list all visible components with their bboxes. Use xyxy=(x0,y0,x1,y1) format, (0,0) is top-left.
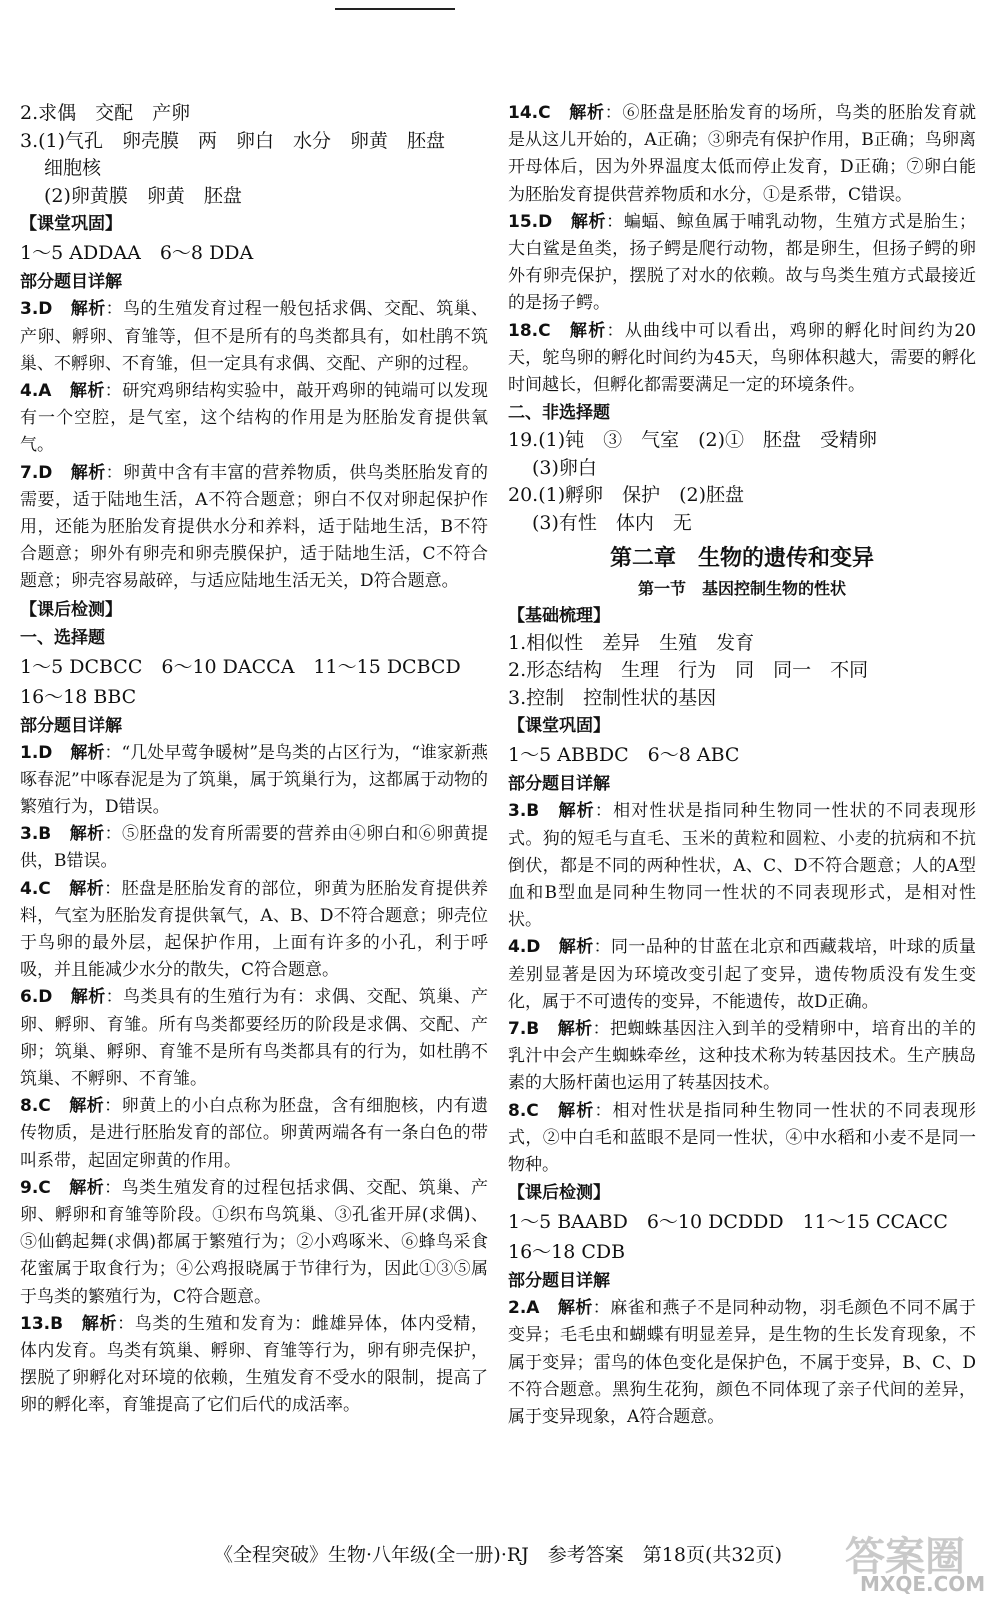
section-heading: 一、选择题 xyxy=(20,627,105,648)
answer-key: 1～5 BAABD 6～10 DCDDD 11～15 CCACC xyxy=(508,1211,948,1234)
analysis-keyword: 解析 xyxy=(557,1019,593,1040)
analysis-keyword: 解析 xyxy=(69,380,105,401)
explanation-item xyxy=(508,318,976,400)
explanation-text: ：⑥胚盘是胚胎发育的场所，鸟类的胚胎发育就是从这儿开始的，A正确；③卵壳有保护作用，B正确；鸟卵离开母体后，因为外界温度太低而停止发育，D正确；⑦卵白能为胚胎发育提供营养物质和水分，①是系带，C错误。 xyxy=(508,103,976,205)
explanation-item xyxy=(508,934,976,1016)
explanation-text: ：麻雀和燕子不是同种动物，羽毛颜色不同不属于变异；毛毛虫和蝴蝶有明显差异，是生物的生长发育现象，不属于变异；雷鸟的体色变化是保护色，不属于变异，B、C、D不符合题意。黑狗生花狗，颜色不同体现了亲子代间的差异，属于变异现象，A符合题意。 xyxy=(508,1298,977,1428)
analysis-keyword: 解析 xyxy=(570,211,607,232)
question-number: 2.A xyxy=(508,1298,540,1319)
explanation-text: ：同一品种的甘蓝在北京和西藏栽培，叶球的质量差别显著是因为环境改变引起了变异，遗传物质没有发生变化，属于不可遗传的变异，不能遗传，故D正确。 xyxy=(508,937,977,1012)
answer-line: (2)卵黄膜 卵黄 胚盘 xyxy=(44,184,242,207)
answer-line: (3)卵白 xyxy=(532,456,597,479)
analysis-keyword: 解析 xyxy=(557,1298,593,1319)
page-footer: 《全程突破》生物·八年级(全一册)·RJ 参考答案 第18页(共32页) xyxy=(213,1544,782,1566)
explanation-item xyxy=(20,1175,488,1311)
right-column xyxy=(508,100,976,1431)
answer-line: 2.形态结构 生理 行为 同 同一 不同 xyxy=(508,659,869,682)
explanation-text: ：胚盘是胚胎发育的部位，卵黄为胚胎发育提供养料，气室为胚胎发育提供氧气，A、B、D不符合题意；卵壳位于鸟卵的最外层，起保护作用，上面有许多的小孔，利于呼吸，并且能减少水分的散失，C符合题意。 xyxy=(20,878,489,981)
question-number: 9.C xyxy=(20,1177,51,1198)
explanation-item xyxy=(508,1016,976,1098)
explanation-text: ：鸟类具有的生殖行为有：求偶、交配、筑巢、产卵、孵卵、育雏。所有鸟类都要经历的阶段是求偶、交配、产卵；筑巢、孵卵、育雏不是所有鸟类都具有的行为，如杜鹃不筑巢、不孵卵、不育雏。 xyxy=(20,987,489,1090)
explanation-text: ：把蜘蛛基因注入到羊的受精卵中，培育出的羊的乳汁中会产生蜘蛛牵丝，这种技术称为转基因技术。生产胰岛素的大肠杆菌也运用了转基因技术。 xyxy=(508,1019,976,1094)
explanation-text: ：卵黄中含有丰富的营养物质，供鸟类胚胎发育的需要，适于陆地生活，A不符合题意；卵白不仅对卵起保护作用，还能为胚胎发育提供水分和养料，适于陆地生活，B不符合题意；卵外有卵壳和卵壳膜保护，适于陆地生活，C不符合题意；卵壳容易敲碎，与适应陆地生活无关，D符合题意。 xyxy=(20,462,489,592)
section-heading: 二、非选择题 xyxy=(508,403,610,424)
question-number: 3.D xyxy=(20,299,53,320)
section-heading: 【课后检测】 xyxy=(20,599,122,620)
analysis-keyword: 解析 xyxy=(68,1096,105,1117)
question-number: 6.D xyxy=(20,987,53,1008)
explanation-text: ：鸟类的生殖和发育为：雌雄异体，体内受精，体内发育。鸟类有筑巢、孵卵、育雏等行为，卵有卵壳保护，摆脱了卵孵化对环境的依赖，生殖发育不受水的限制，提高了卵的孵化率，育雏提高了它们后代的成活率。 xyxy=(20,1313,489,1416)
watermark-logo: 答案圈 xyxy=(845,1534,965,1580)
explanation-item xyxy=(20,1093,488,1175)
section-title: 第一节 基因控制生物的性状 xyxy=(637,578,846,598)
explanation-text: ：蝙蝠、鲸鱼属于哺乳动物，生殖方式是胎生；大白鲨是鱼类，扬子鳄是爬行动物，都是卵生，但扬子鳄的卵外有卵壳保护，摆脱了对水的依赖。故与鸟类生殖方式最接近的是扬子鳄。 xyxy=(508,211,977,314)
section-heading: 【基础梳理】 xyxy=(508,605,610,626)
explanation-item xyxy=(20,984,488,1093)
analysis-keyword: 解析 xyxy=(558,937,594,958)
answer-key: 16～18 CDB xyxy=(508,1241,626,1264)
section-heading: 【课堂巩固】 xyxy=(508,716,610,737)
section-heading: 【课堂巩固】 xyxy=(20,214,122,235)
detail-heading: 部分题目详解 xyxy=(20,715,122,736)
detail-heading: 部分题目详解 xyxy=(508,1271,610,1292)
explanation-text: ：从曲线中可以看出，鸡卵的孵化时间约为20天，鸵鸟卵的孵化时间约为45天，鸟卵体积越大，需要的孵化时间越长，但孵化都需要满足一定的环境条件。 xyxy=(508,320,977,396)
question-number: 15.D xyxy=(508,211,553,232)
left-column xyxy=(20,100,488,1420)
answer-key: 1～5 ADDAA 6～8 DDA xyxy=(20,242,254,265)
explanation-item xyxy=(20,378,488,460)
analysis-keyword: 解析 xyxy=(70,462,106,483)
analysis-keyword: 解析 xyxy=(556,1100,595,1121)
analysis-keyword: 解析 xyxy=(81,1313,118,1334)
top-rule xyxy=(335,8,455,10)
analysis-keyword: 解析 xyxy=(557,801,595,822)
analysis-keyword: 解析 xyxy=(568,320,607,341)
answer-key: 1～5 ABBDC 6～8 ABC xyxy=(508,744,740,767)
explanation-item xyxy=(20,740,488,822)
explanation-text: ：鸟类生殖发育的过程包括求偶、交配、筑巢、产卵、孵卵和育雏等阶段。①织布鸟筑巢、③孔雀开屏(求偶)、⑤仙鹤起舞(求偶)都属于繁殖行为；②小鸡啄米、⑥蜂鸟采食花蜜属于取食行为；④公鸡报晓属于节律行为，因此①③⑤属于鸟类的繁殖行为，C符合题意。 xyxy=(20,1177,489,1307)
section-heading: 【课后检测】 xyxy=(508,1183,610,1204)
explanation-item xyxy=(20,460,488,596)
answer-line: 3.(1)气孔 卵壳膜 两 卵白 水分 卵黄 胚盘 xyxy=(20,129,446,152)
chapter-title: 第二章 生物的遗传和变异 xyxy=(609,545,874,571)
explanation-item xyxy=(20,821,488,875)
question-number: 7.B xyxy=(508,1019,540,1040)
question-number: 13.B xyxy=(20,1313,64,1334)
answer-line: (3)有性 体内 无 xyxy=(532,512,692,535)
watermark-url: MXQE.COM xyxy=(860,1572,986,1596)
explanation-text: ：相对性状是指同种生物同一性状的不同表现形式。狗的短毛与直毛、玉米的黄粒和圆粒、小麦的抗病和不抗倒伏，都是不同的两种性状，A、C、D不符合题意；人的A型血和B型血是同种生物同一性状的不同表现形式，是相对性状。 xyxy=(508,801,977,931)
question-number: 8.C xyxy=(20,1096,51,1117)
explanation-item xyxy=(508,100,976,209)
explanation-item xyxy=(508,209,976,318)
explanation-text: ：⑤胚盘的发育所需要的营养由④卵白和⑥卵黄提供，B错误。 xyxy=(20,824,488,872)
analysis-keyword: 解析 xyxy=(70,742,105,763)
question-number: 1.D xyxy=(20,742,53,763)
question-number: 4.A xyxy=(20,380,52,401)
question-number: 18.C xyxy=(508,320,551,341)
answer-line: 2.求偶 交配 产卵 xyxy=(20,102,191,124)
answer-line: 19.(1)钝 ③ 气室 (2)① 胚盘 受精卵 xyxy=(508,429,878,452)
answer-key: 1～5 DCBCC 6～10 DACCA 11～15 DCBCD xyxy=(20,655,461,678)
explanation-text: ：鸟的生殖发育过程一般包括求偶、交配、筑巢、产卵、孵卵、育雏等，但不是所有的鸟类都具有，如杜鹃不筑巢、不孵卵、不育雏，但一定具有求偶、交配、产卵的过程。 xyxy=(20,299,489,374)
explanation-text: ：卵黄上的小白点称为胚盘，含有细胞核，内有遗传物质，是进行胚胎发育的部位。卵黄两端各有一条白色的带叫系带，起固定卵黄的作用。 xyxy=(20,1096,489,1171)
analysis-keyword: 解析 xyxy=(69,824,105,845)
explanation-item xyxy=(20,296,488,378)
answer-line: 细胞核 xyxy=(44,157,102,180)
detail-heading: 部分题目详解 xyxy=(20,272,122,293)
question-number: 3.B xyxy=(508,801,540,822)
analysis-keyword: 解析 xyxy=(68,1177,105,1198)
question-number: 4.C xyxy=(20,878,51,899)
explanation-text: ：相对性状是指同种生物同一性状的不同表现形式，②中白毛和蓝眼不是同一性状，④中水稻和小麦不是同一物种。 xyxy=(508,1100,977,1176)
answer-line: 3.控制 控制性状的基因 xyxy=(508,686,717,709)
explanation-item xyxy=(508,1098,976,1180)
explanation-item xyxy=(20,1311,488,1420)
question-number: 7.D xyxy=(20,462,53,483)
explanation-text: ：“几处早莺争暖树”是鸟类的占区行为，“谁家新燕啄春泥”中啄春泥是为了筑巢，属于筑巢行为，这都属于动物的繁殖行为，D错误。 xyxy=(20,742,488,818)
explanation-item xyxy=(20,876,488,985)
question-number: 14.C xyxy=(508,103,551,123)
question-number: 3.B xyxy=(20,824,52,845)
question-number: 8.C xyxy=(508,1100,539,1121)
answer-line: 1.相似性 差异 生殖 发育 xyxy=(508,631,755,654)
detail-heading: 部分题目详解 xyxy=(508,774,610,795)
answer-key: 16～18 BBC xyxy=(20,685,137,708)
answer-line: 20.(1)孵卵 保护 (2)胚盘 xyxy=(508,484,745,507)
question-number: 4.D xyxy=(508,937,541,958)
analysis-keyword: 解析 xyxy=(68,878,105,899)
explanation-item xyxy=(508,1295,976,1431)
analysis-keyword: 解析 xyxy=(568,103,605,123)
explanation-item xyxy=(508,798,976,934)
analysis-keyword: 解析 xyxy=(70,987,106,1008)
analysis-keyword: 解析 xyxy=(70,299,106,320)
explanation-text: ：研究鸡卵结构实验中，敲开鸡卵的钝端可以发现有一个空腔，是气室，这个结构的作用是为胚胎发育提供氧气。 xyxy=(20,380,489,456)
